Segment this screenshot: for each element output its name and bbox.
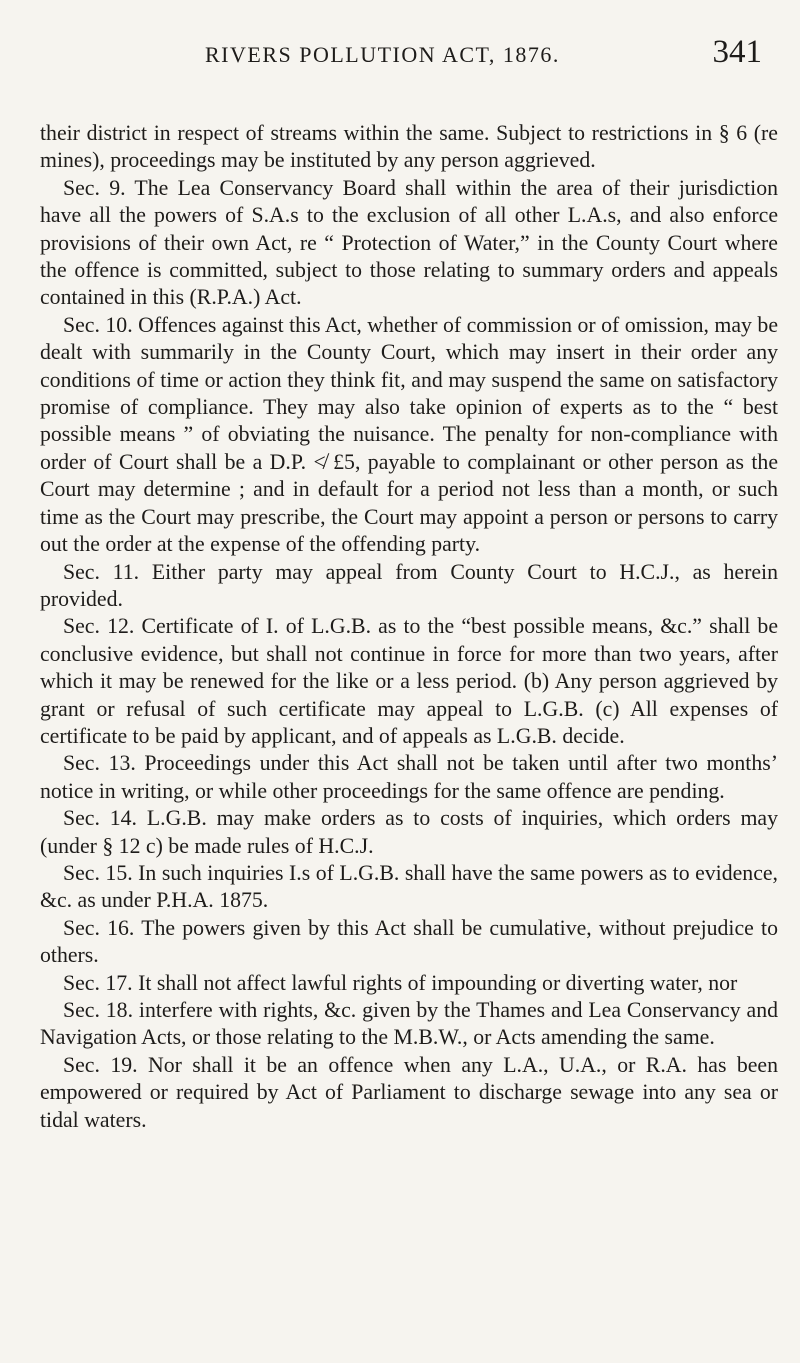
- paragraph-continuation: their district in respect of streams within the same. Subject to restrictions in § 6 (re mines), proceedings may be instituted by any person aggrieved.: [40, 121, 778, 173]
- paragraph-sec-13: Sec. 13. Proceedings under this Act shall not be taken until after two months’ notice in writing, or while other proceedings for the same offence are pending.: [40, 751, 778, 803]
- running-head: [40, 34, 778, 84]
- body-text: [40, 120, 778, 1134]
- running-title: RIVERS POLLUTION ACT, 1876.: [205, 42, 560, 67]
- paragraph-sec-18: Sec. 18. interfere with rights, &c. given by the Thames and Lea Conservancy and Navigation Acts, or those relating to the M.B.W., or Acts amending the same.: [40, 998, 778, 1050]
- paragraph-sec-16: Sec. 16. The powers given by this Act shall be cumulative, without prejudice to others.: [40, 915, 778, 968]
- paragraph-sec-10: Sec. 10. Offences against this Act, whether of commission or of omission, may be dealt with summarily in the County Court, which may insert in their order any conditions of time or action they think fit, and may suspend the same on satisfactory promise of compliance. They may also take opinion of experts as to the “ best possible means ” of obviating the nuisance. The penalty for non-compliance with order of Court shall be a D.P. ≮ £5, payable to complainant or other person as the Court may determine ; and in default for a period not less than a month, or such time as the Court may prescribe, the Court may appoint a person or persons to carry out the order at the expense of the offending party.: [40, 312, 778, 557]
- paragraph-sec-14: Sec. 14. L.G.B. may make orders as to costs of inquiries, which orders may (under § 12 c) be made rules of H.C.J.: [40, 806, 778, 858]
- paragraph-sec-12: Sec. 12. Certificate of I. of L.G.B. as to the “best possible means, &c.” shall be conclusive evidence, but shall not continue in force for more than two years, after which it may be renewed for the like or a less period. (b) Any person aggrieved by grant or refusal of such certificate may appeal to L.G.B. (c) All expenses of certificate to be paid by applicant, and of appeals as L.G.B. decide.: [40, 614, 778, 748]
- paragraph-sec-15: Sec. 15. In such inquiries I.s of L.G.B. shall have the same powers as to evidence, &c. as under P.H.A. 1875.: [40, 860, 778, 913]
- page-number: 341: [712, 34, 762, 70]
- paragraph-sec-19: Sec. 19. Nor shall it be an offence when any L.A., U.A., or R.A. has been empowered or required by Act of Parliament to discharge sewage into any sea or tidal waters.: [40, 1052, 778, 1132]
- paragraph-sec-17: Sec. 17. It shall not affect lawful rights of impounding or diverting water, nor: [63, 970, 738, 995]
- paragraph-sec-9: Sec. 9. The Lea Conservancy Board shall within the area of their jurisdiction have all the powers of S.A.s to the exclusion of all other L.A.s, and also enforce provisions of their own Act, re “ Protection of Water,” in the County Court where the offence is committed, subject to those relating to summary orders and appeals contained in this (R.P.A.) Act.: [40, 175, 778, 310]
- paragraph-sec-11: Sec. 11. Either party may appeal from County Court to H.C.J., as herein provided.: [40, 559, 778, 611]
